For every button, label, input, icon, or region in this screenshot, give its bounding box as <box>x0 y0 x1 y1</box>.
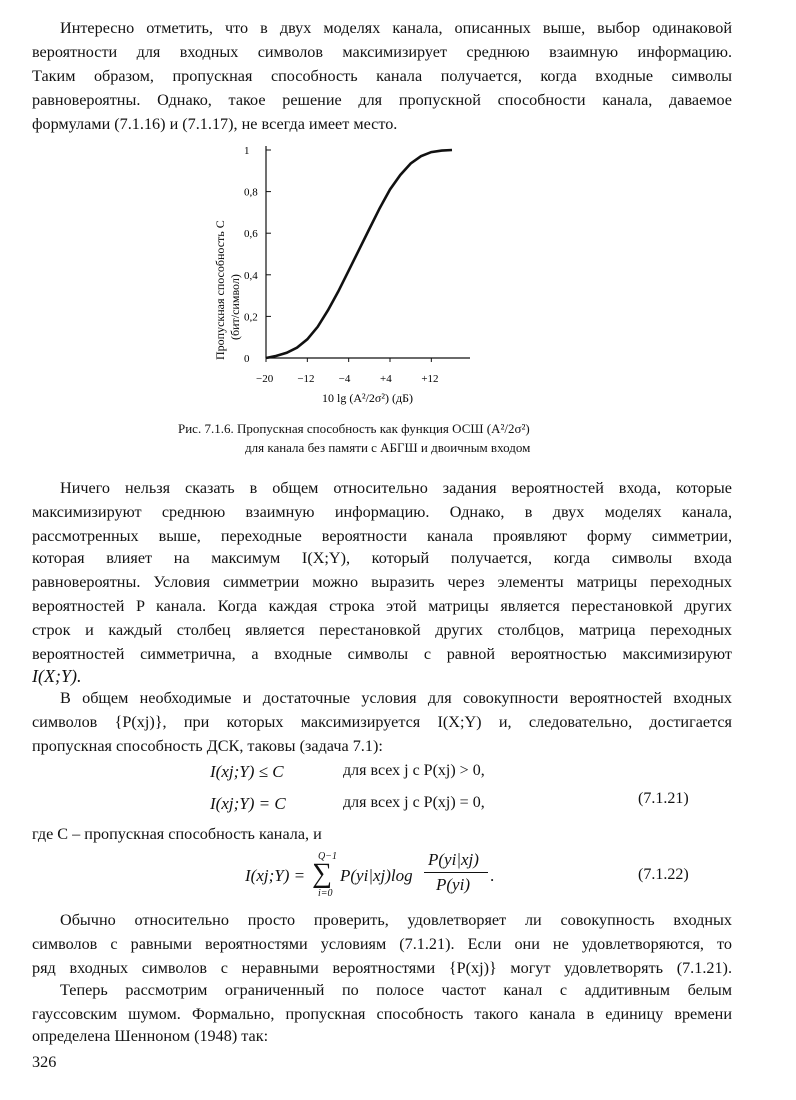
y-axis-label-line-2: (бит/символ) <box>228 274 242 340</box>
x-tick-label: −12 <box>297 373 315 385</box>
paragraph-2-line-8: вероятностей симметрична, а входные символы с равной вероятностью максимизируют <box>32 645 732 663</box>
paragraph-2-line-4: которая влияет на максимум I(X;Y), который получается, когда символы входа <box>32 549 732 567</box>
page-number: 326 <box>32 1053 57 1071</box>
paragraph-2-line-2: максимизируют среднюю взаимную информацию. Однако, в двух моделях канала, <box>32 503 732 521</box>
y-tick-label: 0,4 <box>244 269 258 282</box>
paragraph-2-line-7: строк и каждый столбец является перестановкой других столбцов, матрица переходных <box>32 621 732 639</box>
capacity-chart <box>200 135 580 415</box>
y-tick-labels <box>244 145 271 365</box>
figure-caption-line-1: Рис. 7.1.6. Пропускная способность как функция ОСШ (A²/2σ²) <box>178 421 530 436</box>
paragraph-5-line-2: гауссовским шумом. Формально, пропускная способность такого канала в единицу времени <box>32 1005 732 1023</box>
capacity-curve <box>266 150 452 358</box>
eq-7-1-21-row-2-condition: для всех j с P(xj) = 0, <box>343 794 485 811</box>
paragraph-2-line-5: равновероятны. Условия симметрии можно выразить через элементы матрицы переходных <box>32 573 732 591</box>
paragraph-4-line-3: ряд входных символов с неравными вероятностями {P(xj)} могут удовлетворять (7.1.21). <box>32 959 732 977</box>
paragraph-5-line-3: определена Шенноном (1948) так: <box>32 1027 269 1045</box>
paragraph-4-line-1: Обычно относительно просто проверить, удовлетворяет ли совокупность входных <box>60 911 732 929</box>
x-tick-label: +4 <box>380 373 392 385</box>
x-tick-labels <box>256 358 439 385</box>
eq-7-1-21-row-2-lhs: I(xj;Y) = C <box>210 794 286 813</box>
y-tick-label: 0,8 <box>244 186 258 199</box>
chart-axes <box>266 146 470 358</box>
y-tick-label: 0,6 <box>244 228 258 241</box>
eq-7-1-21-number: (7.1.21) <box>638 790 689 807</box>
paragraph-1-line-1: Интересно отметить, что в двух моделях канала, описанных выше, выбор одинаковой <box>60 19 732 37</box>
paragraph-1-line-4: равновероятны. Однако, такое решение для пропускной способности канала, даваемое <box>32 91 732 109</box>
paragraph-1-line-5: формулами (7.1.16) и (7.1.17), не всегда имеет место. <box>32 115 398 133</box>
eq-7-1-22-sum-sign: ∑ <box>312 858 332 889</box>
paragraph-3-line-2: символов {P(xj)}, при которых максимизируется I(X;Y) и, следовательно, достигается <box>32 713 732 731</box>
eq-7-1-21-row-1-condition: для всех j с P(xj) > 0, <box>343 762 485 779</box>
paragraph-3-line-1: В общем необходимые и достаточные условия для совокупности вероятностей входных <box>60 689 732 707</box>
eq-7-1-21-row-1-lhs: I(xj;Y) ≤ C <box>210 762 284 781</box>
paragraph-2-line-3: рассмотренных выше, переходные вероятности канала проявляют форму симметрии, <box>32 527 732 545</box>
eq-7-1-22-period: . <box>490 866 495 885</box>
where-line: где C – пропускная способность канала, и <box>32 825 322 843</box>
eq-7-1-22-fraction-numerator: P(yi|xj) <box>428 850 479 869</box>
x-tick-label: +12 <box>421 373 439 385</box>
paragraph-1-line-2: вероятности для входных символов максимизирует среднюю взаимную информацию. <box>32 43 732 61</box>
eq-7-1-22-fraction-bar <box>424 872 488 873</box>
x-tick-label: −20 <box>256 373 274 385</box>
eq-7-1-22-sum-upper: Q−1 <box>318 851 337 862</box>
x-tick-label: −4 <box>338 373 351 385</box>
paragraph-2-line-1: Ничего нельзя сказать в общем относительно задания вероятностей входа, которые <box>60 479 732 497</box>
y-tick-label: 0 <box>244 353 250 365</box>
x-axis-label: 10 lg (A²/2σ²) (дБ) <box>322 391 413 405</box>
paragraph-5-line-1: Теперь рассмотрим ограниченный по полосе частот канал с аддитивным белым <box>60 981 732 999</box>
eq-7-1-22-number: (7.1.22) <box>638 866 689 883</box>
y-axis-label-line-1: Пропускная способность C <box>213 220 227 360</box>
paragraph-3-line-3: пропускная способность ДСК, таковы (задача 7.1): <box>32 737 383 755</box>
eq-7-1-22-fraction-denominator: P(yi) <box>436 875 470 894</box>
paragraph-1-line-3: Таким образом, пропускная способность канала получается, когда входные символы <box>32 67 732 85</box>
y-tick-label: 0,2 <box>244 311 258 324</box>
paragraph-2-line-9: I(X;Y). <box>32 666 82 686</box>
eq-7-1-22-sum-lower: i=0 <box>318 888 333 899</box>
figure-caption-line-2: для канала без памяти с АБГШ и двоичным входом <box>245 440 531 455</box>
paragraph-4-line-2: символов с равными вероятностями условиям (7.1.21). Если они не удовлетворяются, то <box>32 935 732 953</box>
paragraph-2-line-6: вероятностей P канала. Когда каждая строка этой матрицы является перестановкой других <box>32 597 732 615</box>
y-tick-label: 1 <box>244 145 250 157</box>
eq-7-1-22-body: P(yi|xj)log <box>340 866 413 885</box>
eq-7-1-22-lhs: I(xj;Y) = <box>245 866 306 885</box>
